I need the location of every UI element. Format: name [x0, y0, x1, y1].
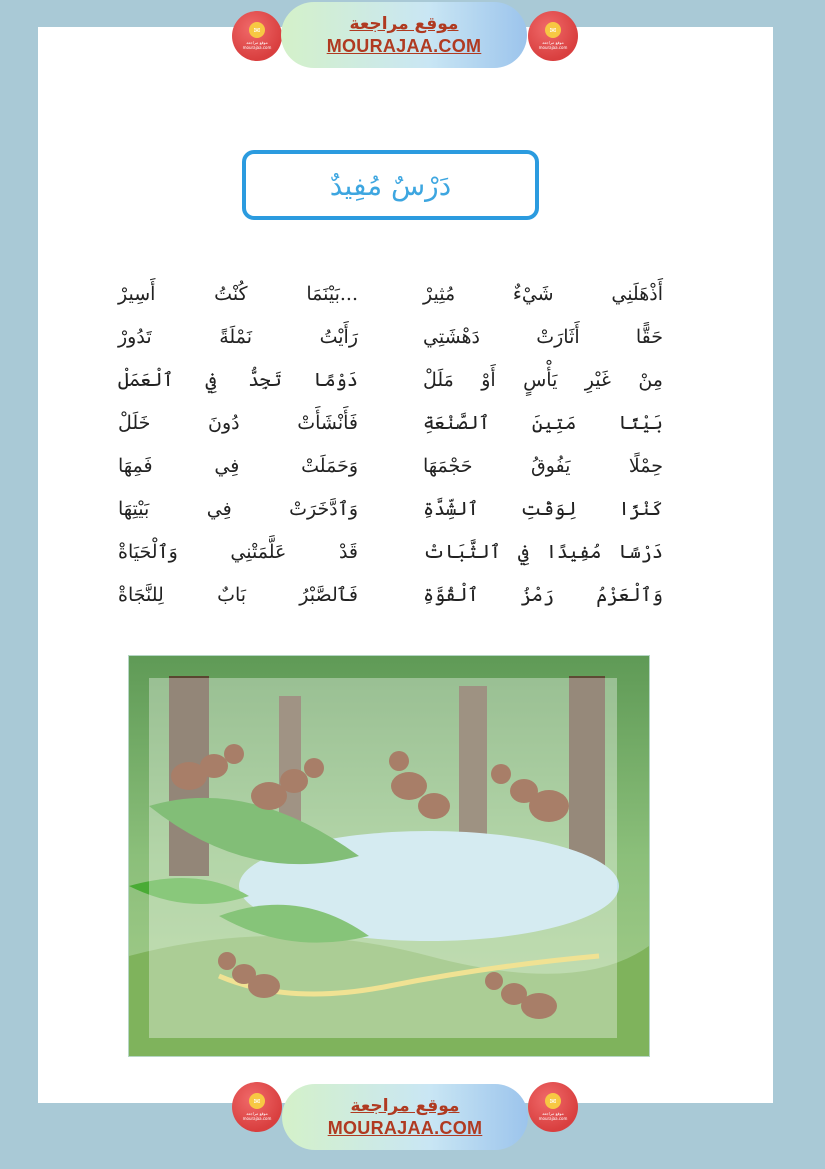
- verse-left: حِمْلًا يَفُوقُ حَجْمَهَا: [423, 454, 663, 477]
- poem-row: [118, 573, 663, 616]
- lesson-title-box: [242, 150, 539, 220]
- watermark-arabic: موقع مراجعة: [350, 1096, 460, 1116]
- verse-right: دَوْمًا تَجِدُّ فِي ٱلْعَمَلْ: [118, 368, 358, 391]
- verse-left: بَيْتًا مَتِينَ ٱلصَّنْعَةِ: [423, 411, 663, 434]
- sun-logo-icon: ✉: [545, 1093, 561, 1109]
- poem-row: [118, 487, 663, 530]
- watermark-latin: MOURAJAA.COM: [326, 36, 482, 56]
- verse-right: فَأَنْشَأَتْ دُونَ خَلَلْ: [118, 411, 358, 434]
- watermark-banner-top[interactable]: [281, 2, 527, 68]
- watermark-banner-bottom[interactable]: [282, 1084, 528, 1150]
- watermark-latin: MOURAJAA.COM: [327, 1118, 483, 1138]
- lesson-title: دَرْسٌ مُفِيدٌ: [329, 168, 452, 202]
- logo-badge-top-right: [528, 11, 578, 61]
- sun-logo-icon: ✉: [249, 22, 265, 38]
- poem-row: [118, 401, 663, 444]
- poem-row: [118, 272, 663, 315]
- poem-row: [118, 315, 663, 358]
- badge-caption: موقع مراجعة mourajaa.com: [538, 1111, 568, 1121]
- poem-row: [118, 444, 663, 487]
- badge-caption: موقع مراجعة mourajaa.com: [538, 40, 568, 50]
- badge-caption: موقع مراجعة mourajaa.com: [242, 1111, 272, 1121]
- verse-right: وَٱدَّخَرَتْ فِي بَيْتِهَا: [118, 497, 358, 520]
- verse-left: كَنْزًا لِوَقْتِ ٱلشِّدَّةِ: [423, 497, 663, 520]
- logo-badge-top-left: [232, 11, 282, 61]
- verse-left: أَذْهَلَنِي شَيْءٌ مُثِيرْ: [423, 282, 663, 305]
- logo-badge-bottom-right: [528, 1082, 578, 1132]
- verse-right: قَدْ عَلَّمَتْنِي وَٱلْحَيَاةْ: [118, 540, 358, 563]
- verse-right: وَحَمَلَتْ فِي فَمِهَا: [118, 454, 358, 477]
- sun-logo-icon: ✉: [249, 1093, 265, 1109]
- ants-illustration: [128, 655, 650, 1057]
- badge-caption: موقع مراجعة mourajaa.com: [242, 40, 272, 50]
- poem-row: [118, 358, 663, 401]
- verse-left: مِنْ غَيْرِ يَأْسٍ أَوْ مَلَلْ: [423, 368, 663, 391]
- verse-right: ...بَيْنَمَا كُنْتُ أَسِيرْ: [118, 282, 358, 305]
- poem: [118, 272, 663, 616]
- poem-row: [118, 530, 663, 573]
- verse-left: دَرْسًا مُفِيدًا فِي ٱلثَّبَاتْ: [423, 540, 663, 563]
- verse-left: وَٱلْعَزْمُ رَمْزُ ٱلْقُوَّةِ: [423, 583, 663, 606]
- verse-left: حَقًّا أَثَارَتْ دَهْشَتِي: [423, 325, 663, 348]
- watermark-arabic: موقع مراجعة: [349, 14, 459, 34]
- sun-logo-icon: ✉: [545, 22, 561, 38]
- logo-badge-bottom-left: [232, 1082, 282, 1132]
- ants-scene-image: [129, 656, 649, 1056]
- verse-right: رَأَيْتُ نَمْلَةً تَدُورْ: [118, 325, 358, 348]
- verse-right: فَٱلصَّبْرُ بَابٌ لِلنَّجَاةْ: [118, 583, 358, 606]
